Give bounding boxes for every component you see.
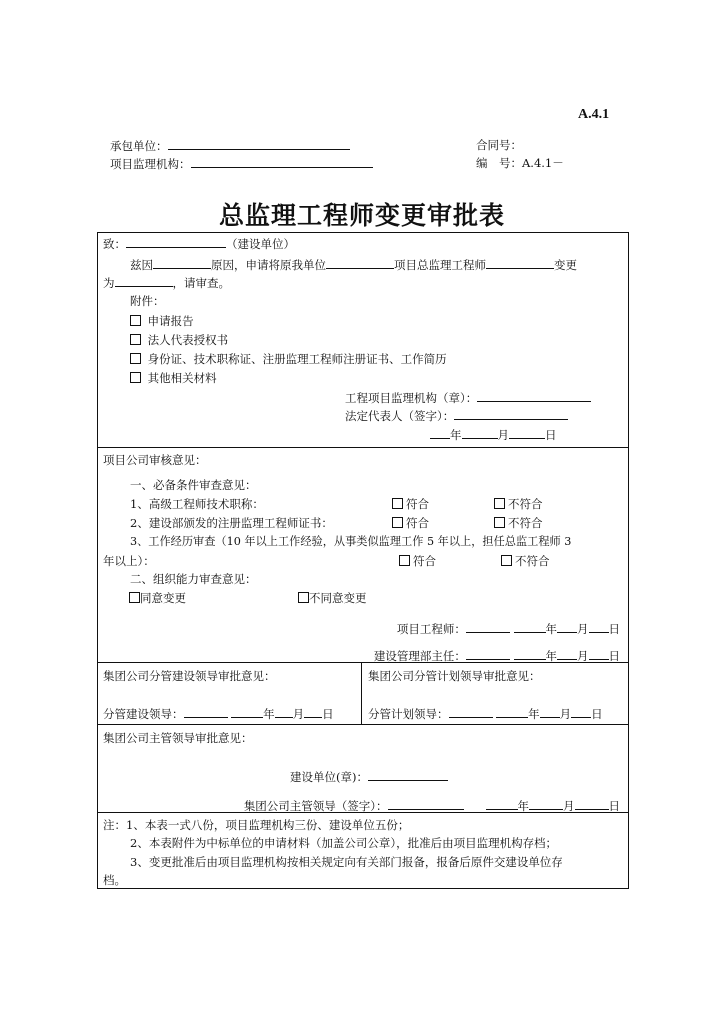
checkbox[interactable] <box>298 592 309 603</box>
text: 日 <box>591 707 603 721</box>
contractor-field <box>110 137 350 154</box>
text: 不符合 <box>508 516 543 530</box>
page-title: 总监理工程师变更审批表 <box>218 201 505 230</box>
criterion: 2、建设部颁发的注册监理工程师证书： <box>130 516 333 530</box>
criterion-cont: 年以上）： <box>103 554 155 568</box>
checkbox[interactable] <box>494 498 505 509</box>
sign-blank[interactable] <box>388 797 464 810</box>
heading: 二、组织能力审查意见： <box>130 572 257 586</box>
heading: 一、必备条件审查意见： <box>130 478 257 492</box>
option-not-ok[interactable] <box>501 553 550 569</box>
option-not-ok[interactable] <box>494 515 543 531</box>
planning-leader-sign <box>368 705 603 722</box>
text: 月 <box>563 799 575 813</box>
text: 月 <box>577 622 589 636</box>
attachment-item[interactable] <box>130 370 217 386</box>
org-blank[interactable] <box>477 389 591 402</box>
change-to-line <box>103 274 230 291</box>
note: 档。 <box>103 873 126 887</box>
checkbox[interactable] <box>392 517 403 528</box>
option-not-ok[interactable] <box>494 496 543 512</box>
option-disagree[interactable] <box>298 590 367 606</box>
day-blank[interactable] <box>509 426 545 439</box>
contract-no-label: 合同号： <box>476 138 522 152</box>
text: 集团公司主管领导（签字）： <box>243 799 388 813</box>
year-blank[interactable] <box>514 620 546 633</box>
text: 月 <box>559 707 572 721</box>
director-sign-line <box>374 647 620 664</box>
rep-blank[interactable] <box>454 407 568 420</box>
text: 年 <box>528 707 540 721</box>
text: 分管计划领导： <box>368 707 449 721</box>
sign-blank[interactable] <box>449 705 493 718</box>
checkbox[interactable] <box>392 498 403 509</box>
checkbox[interactable] <box>494 517 505 528</box>
text: 分管建设领导： <box>103 707 184 721</box>
text: 同意变更 <box>140 591 186 605</box>
checkbox[interactable] <box>399 555 410 566</box>
text: 项目总监理工程师 <box>394 258 486 272</box>
attachment-item[interactable] <box>130 351 447 367</box>
text: 建设单位(章)： <box>290 770 368 784</box>
engineer-blank[interactable] <box>486 256 554 269</box>
text: 不符合 <box>515 554 550 568</box>
checkbox[interactable] <box>129 592 140 603</box>
text: 月 <box>497 428 509 442</box>
year-blank[interactable] <box>496 705 528 718</box>
chief-sign-line <box>244 797 620 814</box>
text: ，请审查。 <box>172 276 230 290</box>
item-label: 申请报告 <box>147 314 194 328</box>
option-ok[interactable] <box>392 496 429 512</box>
text: 年 <box>450 428 462 442</box>
sign-blank[interactable] <box>466 620 510 633</box>
text: 日 <box>322 707 334 721</box>
text: 符合 <box>413 554 436 568</box>
day-blank[interactable] <box>571 705 591 718</box>
to-label: 致： <box>103 237 126 251</box>
checkbox[interactable] <box>130 315 141 326</box>
text: 法定代表人（签字）： <box>345 409 455 423</box>
note: 2、本表附件为中标单位的申请材料（加盖公司公章），批准后由项目监理机构存档； <box>130 836 558 850</box>
day-blank[interactable] <box>575 797 609 810</box>
text: 变更 <box>554 258 577 272</box>
org-seal-line <box>345 389 591 406</box>
divider <box>361 662 362 724</box>
day-blank[interactable] <box>589 647 609 660</box>
reason-line <box>130 256 577 273</box>
text: 日 <box>608 649 620 663</box>
month-blank[interactable] <box>540 705 560 718</box>
rep-sign-line <box>345 407 568 424</box>
text: 建设管理部主任： <box>373 649 466 663</box>
item-label: 其他相关材料 <box>147 371 217 385</box>
supervision-label: 项目监理机构： <box>110 157 191 171</box>
checkbox[interactable] <box>130 372 141 383</box>
item-label: 身份证、技术职称证、注册监理工程师注册证书、工作简历 <box>147 352 447 366</box>
unit-blank[interactable] <box>326 256 394 269</box>
text: 工程项目监理机构（章）： <box>345 391 478 405</box>
text: 月 <box>292 707 305 721</box>
year-blank[interactable] <box>514 647 546 660</box>
text: 年 <box>545 649 557 663</box>
day-blank[interactable] <box>304 705 322 718</box>
text: 年 <box>545 622 557 636</box>
criterion: 1、高级工程师技术职称： <box>130 497 264 511</box>
divider <box>97 724 629 725</box>
reason-blank[interactable] <box>153 256 211 269</box>
note: 3、变更批准后由项目监理机构按相关规定向有关部门报备，报备后原件交建设单位存 <box>130 855 563 869</box>
day-blank[interactable] <box>589 620 609 633</box>
contractor-label: 承包单位： <box>110 139 168 153</box>
supervision-blank[interactable] <box>191 155 373 168</box>
attachment-item[interactable] <box>130 332 228 348</box>
month-blank[interactable] <box>462 426 498 439</box>
sign-blank[interactable] <box>184 705 228 718</box>
attachments-label: 附件： <box>130 294 165 308</box>
text: 符合 <box>406 497 429 511</box>
to-suffix: （建设单位） <box>226 237 295 251</box>
text: 日 <box>608 622 620 636</box>
year-blank[interactable] <box>231 705 263 718</box>
option-ok[interactable] <box>392 515 429 531</box>
sign-blank[interactable] <box>466 647 510 660</box>
form-code: A.4.1 <box>578 107 610 122</box>
text: 符合 <box>406 516 429 530</box>
month-blank[interactable] <box>529 797 563 810</box>
contractor-blank[interactable] <box>168 137 350 150</box>
to-line <box>103 235 295 252</box>
unit-seal-line <box>290 768 448 785</box>
serial-label: 编 号：A.4.1－ <box>476 156 564 170</box>
option-agree[interactable] <box>129 590 186 606</box>
change-to-blank[interactable] <box>115 274 173 287</box>
note: 注：1、本表一式八份，项目监理机构三份、建设单位五份； <box>103 818 410 832</box>
section-title: 项目公司审核意见： <box>103 453 207 467</box>
text: 日 <box>545 428 557 442</box>
text: 年 <box>517 799 529 813</box>
option-ok[interactable] <box>399 553 436 569</box>
checkbox[interactable] <box>130 353 141 364</box>
text: 年 <box>263 707 275 721</box>
text: 兹因 <box>130 258 153 272</box>
text: 项目工程师： <box>396 622 466 636</box>
supervision-field <box>110 155 373 172</box>
text: 为 <box>103 276 115 290</box>
attachment-item[interactable] <box>130 313 194 329</box>
to-blank[interactable] <box>126 235 226 248</box>
planning-leader-title: 集团公司分管计划领导审批意见： <box>368 669 541 683</box>
month-blank[interactable] <box>557 647 577 660</box>
text: 不同意变更 <box>309 591 367 605</box>
chief-leader-title: 集团公司主管领导审批意见： <box>103 731 253 745</box>
divider <box>97 447 629 448</box>
year-blank[interactable] <box>486 797 518 810</box>
date-line <box>430 426 557 443</box>
checkbox[interactable] <box>501 555 512 566</box>
checkbox[interactable] <box>130 334 141 345</box>
text: 月 <box>577 649 589 663</box>
criterion: 3、工作经历审查（10 年以上工作经验，从事类似监理工作 5 年以上，担任总监工程师 3 <box>130 535 572 548</box>
unit-blank[interactable] <box>368 768 448 781</box>
construction-leader-sign <box>103 705 334 722</box>
text: 不符合 <box>508 497 543 511</box>
construction-leader-title: 集团公司分管建设领导审批意见： <box>103 669 276 683</box>
month-blank[interactable] <box>557 620 577 633</box>
item-label: 法人代表授权书 <box>147 333 229 347</box>
year-blank[interactable] <box>430 426 450 439</box>
text: 原因，申请将原我单位 <box>211 258 326 272</box>
engineer-sign-line <box>397 620 620 637</box>
text: 日 <box>608 799 620 813</box>
month-blank[interactable] <box>275 705 293 718</box>
